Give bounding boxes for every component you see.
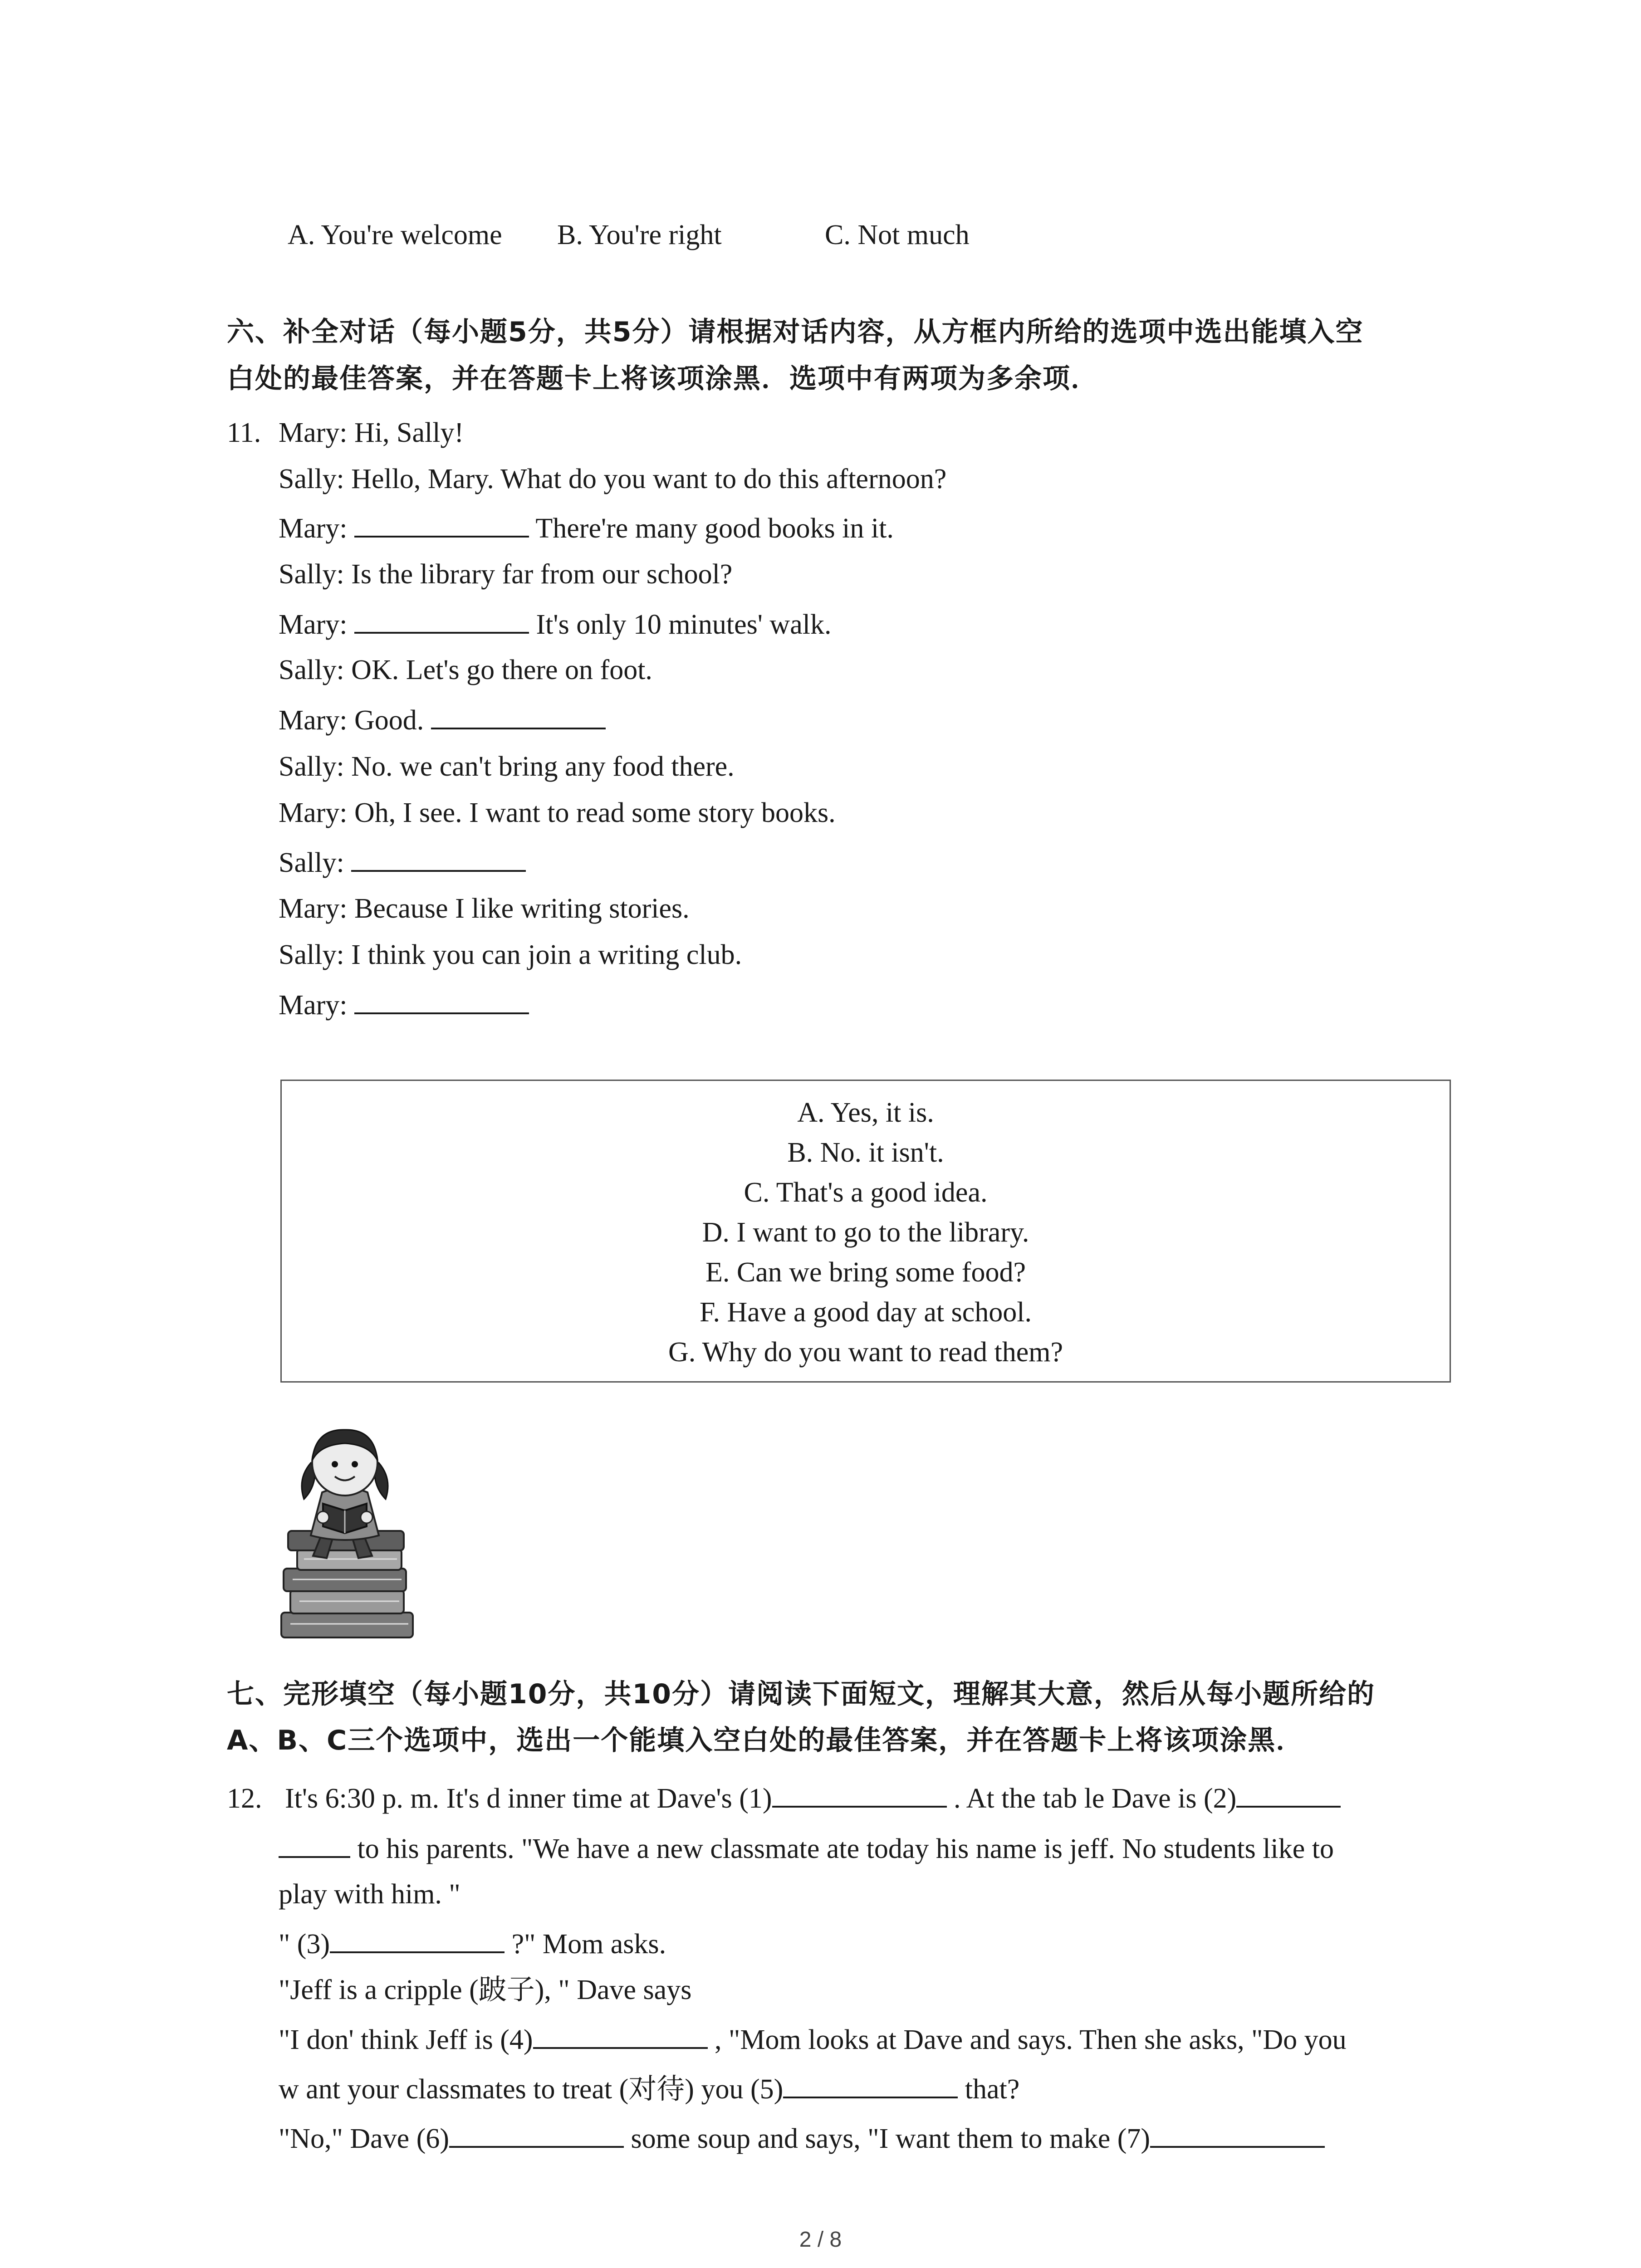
dialogue-line: Sally: OK. Let's go there on foot. (279, 655, 652, 685)
dialogue-line: Sally: No. we can't bring any food there. (279, 751, 735, 782)
option-g: G. Why do you want to read them? (668, 1337, 1063, 1368)
line-text: It's only 10 minutes' walk. (529, 609, 832, 640)
passage-text: " (3) (279, 1929, 330, 1960)
answer-blank-4[interactable] (351, 845, 526, 872)
speaker-text: Sally: (279, 847, 352, 878)
passage-line (279, 2022, 1347, 2058)
dialogue-line: Mary: Oh, I see. I want to read some story books. (279, 797, 836, 828)
q12-number: 12. (227, 1783, 262, 1814)
passage-line (279, 2071, 1019, 2107)
option-e: E. Can we bring some food? (705, 1257, 1026, 1288)
answer-blank-3[interactable] (431, 702, 606, 729)
option-b: B. No. it isn't. (787, 1137, 944, 1168)
passage-text: ?" Mom asks. (505, 1929, 666, 1960)
q10-option-c: C. Not much (825, 220, 970, 250)
dialogue-line (279, 845, 526, 881)
passage-text: to his parents. "We have a new classmate ate today his name is jeff. No students like to (350, 1833, 1334, 1864)
option-a: A. Yes, it is. (797, 1097, 934, 1128)
section6-heading-line2: 白处的最佳答案，并在答题卡上将该项涂黑．选项中有两项为多余项． (227, 363, 1099, 395)
dialogue-line (279, 702, 606, 738)
passage-text: w ant your classmates to treat (对待) you (5) (279, 2074, 784, 2105)
dialogue-line: Mary: Because I like writing stories. (279, 893, 690, 924)
passage-text: that? (958, 2074, 1020, 2105)
passage-line (279, 2121, 1325, 2157)
dialogue-line: Sally: I think you can join a writing club. (279, 939, 742, 970)
passage-text: It's 6:30 p. m. It's d inner time at Dave's (1) (285, 1783, 772, 1814)
passage-line: play with him. " (279, 1879, 460, 1910)
cloze-blank-5[interactable] (783, 2071, 958, 2098)
dialogue-line: Sally: Hello, Mary. What do you want to do this afternoon? (279, 464, 947, 494)
section6-heading-line1: 六、补全对话（每小题5分，共5分）请根据对话内容，从方框内所给的选项中选出能填入空 (227, 316, 1364, 348)
speaker-text: Mary: (279, 609, 355, 640)
dialogue-line (279, 606, 831, 643)
line-text: There're many good books in it. (529, 513, 894, 544)
cloze-blank-1[interactable] (772, 1780, 947, 1808)
option-d: D. I want to go to the library. (702, 1217, 1029, 1248)
passage-text: , "Mom looks at Dave and says. Then she asks, "Do you (707, 2024, 1347, 2055)
page-number: 2 / 8 (799, 2228, 842, 2252)
q10-option-a: A. You're welcome (288, 220, 502, 250)
answer-blank-1[interactable] (354, 510, 529, 538)
speaker-text: Mary: Good. (279, 705, 431, 736)
option-c: C. That's a good idea. (744, 1177, 988, 1208)
passage-text: some soup and says, "I want them to make (7) (624, 2123, 1151, 2154)
dialogue-line (279, 510, 894, 547)
passage-text: . At the tab le Dave is (2) (946, 1783, 1237, 1814)
cloze-blank-4[interactable] (533, 2022, 708, 2049)
cloze-blank-2-cont[interactable] (279, 1831, 350, 1858)
dialogue-line (279, 987, 529, 1023)
q11-number: 11. (227, 417, 261, 448)
passage-text: "No," Dave (6) (279, 2123, 449, 2154)
cloze-blank-6[interactable] (449, 2121, 624, 2148)
passage-line (279, 1831, 1334, 1867)
passage-line (285, 1780, 1341, 1817)
section7-heading-line2: A、B、C三个选项中，选出一个能填入空白处的最佳答案，并在答题卡上将该项涂黑． (227, 1725, 1304, 1756)
dialogue-line: Sally: Is the library far from our school? (279, 559, 733, 590)
passage-line (279, 1926, 666, 1962)
speaker-text: Mary: (279, 990, 355, 1021)
cloze-blank-3[interactable] (330, 1926, 505, 1953)
options-box (280, 1080, 1451, 1383)
cloze-blank-7[interactable] (1150, 2121, 1325, 2148)
dialogue-line: Mary: Hi, Sally! (279, 417, 464, 448)
section7-heading-line1: 七、完形填空（每小题10分，共10分）请阅读下面短文，理解其大意，然后从每小题所给的 (227, 1678, 1375, 1710)
q10-option-b: B. You're right (557, 220, 722, 250)
passage-text: "I don' think Jeff is (4) (279, 2024, 533, 2055)
answer-blank-2[interactable] (354, 606, 529, 634)
answer-blank-5[interactable] (354, 987, 529, 1014)
option-f: F. Have a good day at school. (700, 1297, 1032, 1328)
passage-line: "Jeff is a cripple (跛子), " Dave says (279, 1975, 692, 2005)
speaker-text: Mary: (279, 513, 355, 544)
cloze-blank-2[interactable] (1236, 1780, 1341, 1808)
girl-reading-illustration (272, 1424, 422, 1647)
